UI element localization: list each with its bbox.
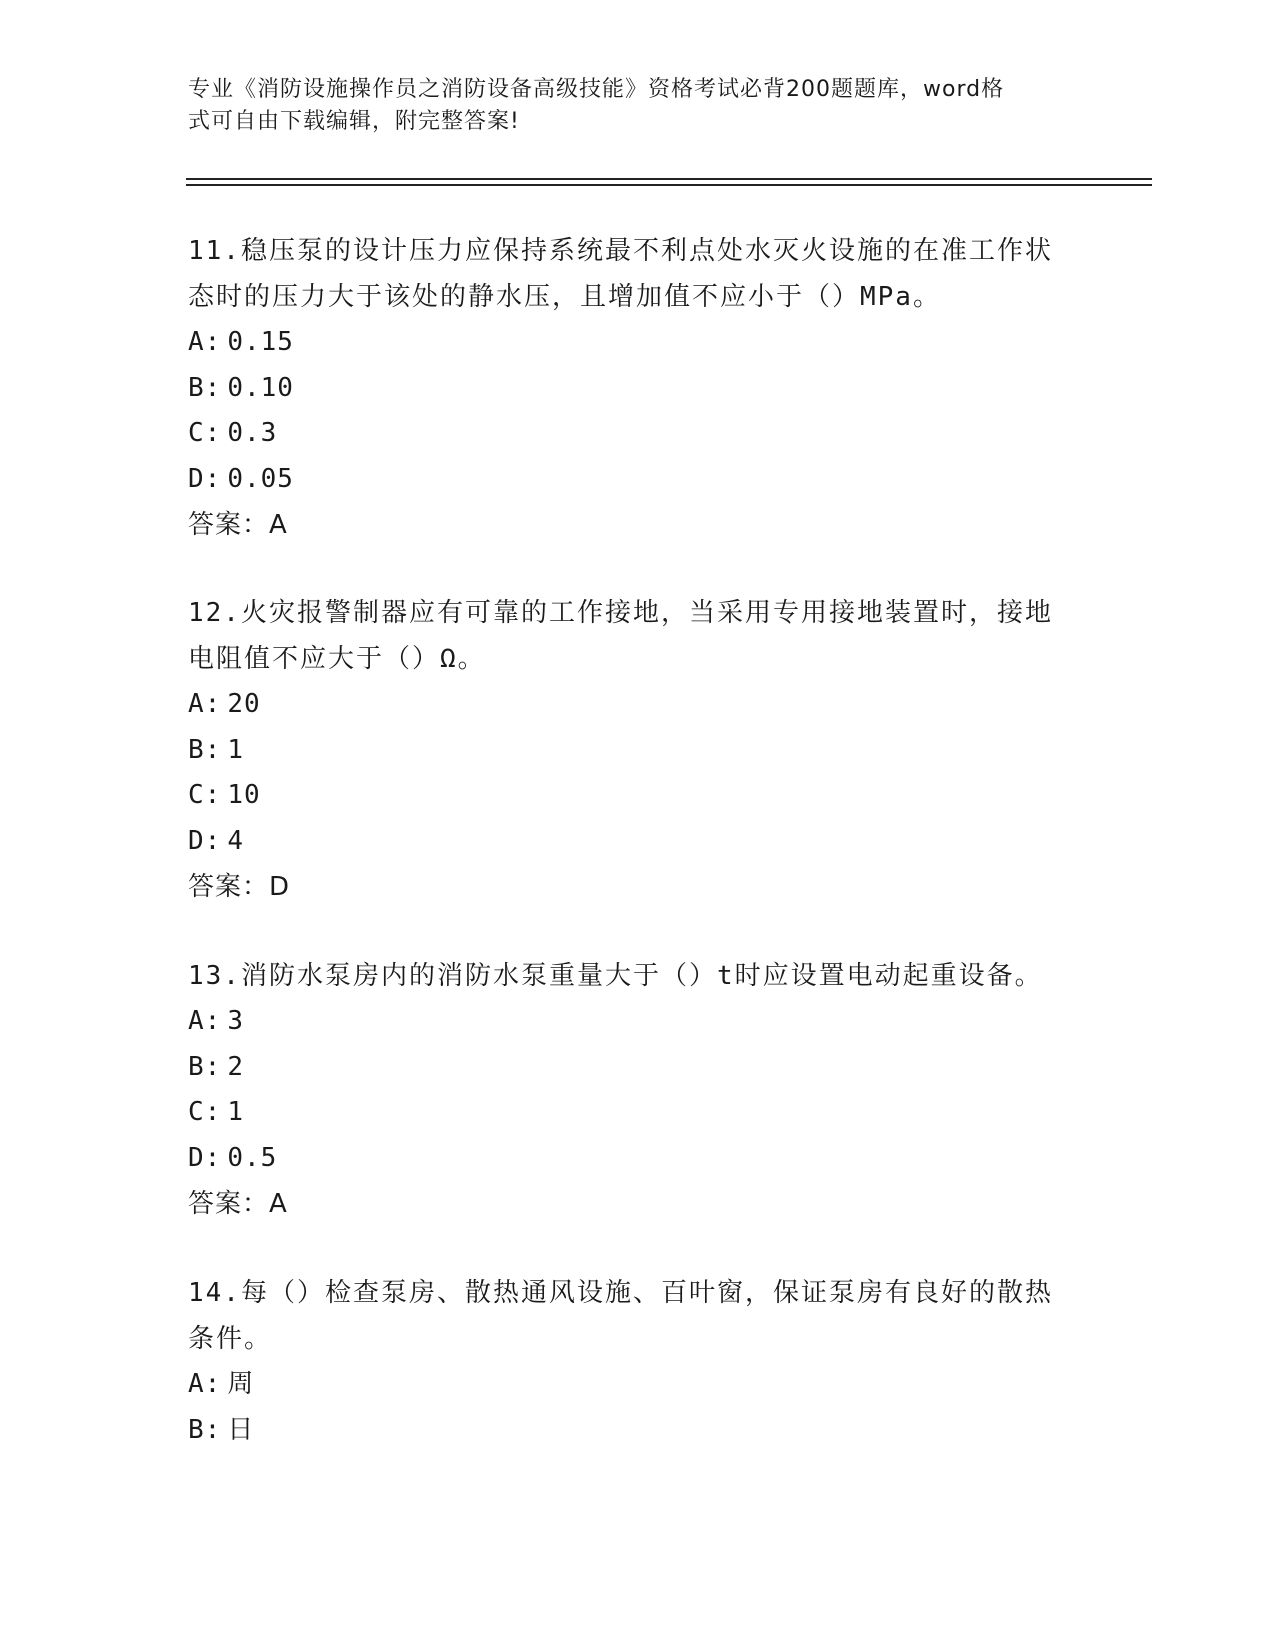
option-value: 周: [227, 1369, 255, 1399]
question-13: [188, 953, 1068, 1227]
option-a: [188, 320, 1068, 366]
option-value: 20: [227, 689, 261, 719]
question-text-line-1: 14.每（）检查泵房、散热通风设施、百叶窗，保证泵房有良好的散热: [188, 1278, 1053, 1308]
option-b: [188, 728, 1068, 774]
option-d: [188, 457, 1068, 503]
option-label: D:: [188, 1142, 222, 1173]
option-a: [188, 682, 1068, 728]
answer-line: 答案：A: [188, 1189, 288, 1219]
option-c: [188, 773, 1068, 819]
option-value: 3: [227, 1006, 244, 1036]
option-b: [188, 1408, 1068, 1454]
option-a: [188, 999, 1068, 1045]
option-d: [188, 1136, 1068, 1182]
header-title-line-2: 式可自由下载编辑，附完整答案!: [188, 109, 520, 134]
option-a: [188, 1362, 1068, 1408]
option-label: B:: [188, 1414, 222, 1445]
header-divider-top: [186, 178, 1152, 180]
answer-line: 答案：A: [188, 510, 288, 540]
option-value: 1: [227, 734, 244, 765]
option-label: A:: [188, 1006, 222, 1036]
question-12: [188, 590, 1068, 910]
question-text-line-1: 12.火灾报警制器应有可靠的工作接地，当采用专用接地装置时，接地: [188, 598, 1053, 628]
option-b: [188, 366, 1068, 412]
option-b: [188, 1045, 1068, 1091]
question-text-line-2: 电阻值不应大于（）Ω。: [188, 644, 486, 674]
option-value: 0.15: [227, 327, 294, 357]
option-c: [188, 411, 1068, 457]
question-text-line-1: 11.稳压泵的设计压力应保持系统最不利点处水灭火设施的在准工作状: [188, 236, 1053, 266]
option-label: A:: [188, 1369, 222, 1399]
option-label: D:: [188, 825, 222, 856]
option-value: 10: [227, 780, 261, 810]
option-value: 日: [227, 1414, 255, 1445]
option-c: [188, 1090, 1068, 1136]
question-11: [188, 228, 1068, 548]
question-text-line-1: 13.消防水泵房内的消防水泵重量大于（）t时应设置电动起重设备。: [188, 961, 1043, 991]
option-label: B:: [188, 734, 222, 765]
document-header: [188, 74, 1068, 138]
option-label: A:: [188, 327, 222, 357]
option-label: A:: [188, 689, 222, 719]
option-value: 0.10: [227, 372, 294, 403]
option-value: 1: [227, 1097, 244, 1127]
option-label: B:: [188, 1051, 222, 1082]
option-value: 0.5: [227, 1142, 278, 1173]
option-d: [188, 819, 1068, 865]
option-value: 4: [227, 825, 244, 856]
question-text-line-2: 态时的压力大于该处的静水压，且增加值不应小于（）MPa。: [188, 282, 941, 312]
option-label: C:: [188, 780, 222, 810]
option-value: 0.05: [227, 463, 294, 494]
option-label: B:: [188, 372, 222, 403]
option-label: D:: [188, 463, 222, 494]
option-value: 0.3: [227, 418, 278, 448]
question-14: [188, 1270, 1068, 1453]
option-value: 2: [227, 1051, 244, 1082]
header-divider-bottom: [186, 184, 1152, 186]
header-title-line-1: 专业《消防设施操作员之消防设备高级技能》资格考试必背200题题库，word格: [188, 77, 1005, 102]
answer-line: 答案：D: [188, 872, 291, 902]
option-label: C:: [188, 418, 222, 448]
question-text-line-2: 条件。: [188, 1324, 273, 1354]
option-label: C:: [188, 1097, 222, 1127]
